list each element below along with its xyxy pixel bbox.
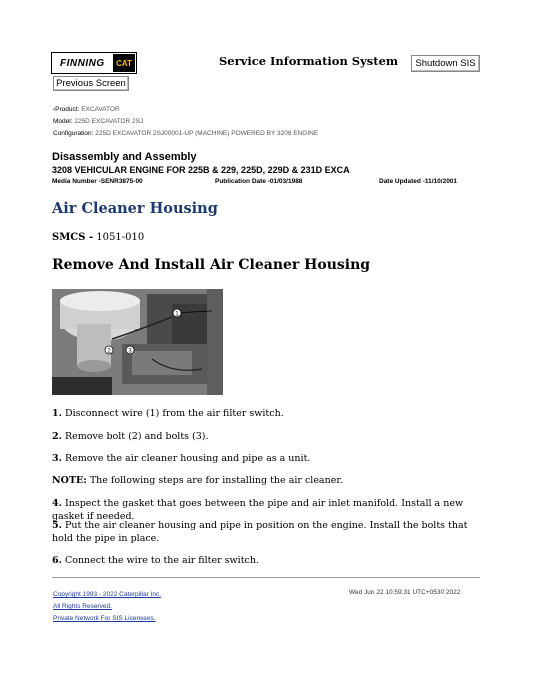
smcs-code [52,232,144,243]
model-label: Model: [53,118,73,125]
step-text: Remove bolt (2) and bolts (3). [64,431,209,442]
step-3 [52,452,482,465]
product-meta [53,104,318,140]
callout-2: 2 [107,348,111,355]
step-text: Put the air cleaner housing and pipe in position on the engine. Install the bolts that hold the pipe in place. [52,520,468,544]
procedure-title: Remove And Install Air Cleaner Housing [52,257,371,273]
step-text: Inspect the gasket that goes between the pipe and air inlet manifold. Install a new gasket if needed. [52,498,464,522]
step-text: Remove the air cleaner housing and pipe as a unit. [64,453,311,464]
publication-date: Publication Date -01/03/1988 [215,178,303,185]
model-row [53,116,318,128]
step-6 [52,554,482,567]
media-number: Media Number -SENR3875-00 [52,178,143,185]
step-number: 5. [52,520,62,531]
model-value: 225D EXCAVATOR 2SJ [74,118,144,125]
note-label: NOTE: [52,475,87,486]
step-number: 4. [52,498,62,509]
network-link[interactable]: Private Network For SIS Licensees. [53,615,156,622]
product-row [53,104,318,116]
step-number: 2. [52,431,62,442]
footer-divider [52,577,480,578]
copyright-link[interactable]: Copyright 1993 - 2022 Caterpillar Inc. [53,591,162,598]
shutdown-sis-button[interactable]: Shutdown SIS [411,55,480,72]
configuration-label: Configuration: [53,130,94,137]
product-value: EXCAVATOR [81,106,120,113]
date-updated: Date Updated -11/10/2001 [379,178,458,185]
step-number: 3. [52,453,62,464]
document-title: Air Cleaner Housing [52,200,218,217]
engine-title: 3208 VEHICULAR ENGINE FOR 225B & 229, 225D, 229D & 231D EXCA [52,165,350,175]
step-1 [52,407,482,420]
step-number: 1. [52,408,62,419]
callout-1: 1 [175,311,179,318]
previous-screen-button[interactable]: Previous Screen [53,76,129,91]
section-heading: Disassembly and Assembly [52,151,197,163]
app-title: Service Information System [219,54,399,68]
product-label: Product: [55,106,80,113]
note-text: The following steps are for installing the air cleaner. [89,475,343,486]
step-text: Disconnect wire (1) from the air filter switch. [64,408,284,419]
rights-link[interactable]: All Rights Reserved. [53,603,112,610]
step-5 [52,519,482,545]
step-text: Connect the wire to the air filter switch. [64,555,259,566]
step-number: 6. [52,555,62,566]
smcs-label: SMCS - [52,232,94,243]
configuration-value: 225D EXCAVATOR 2SJ00001-UP (MACHINE) POWERED BY 3208 ENGINE [95,130,319,137]
air-cleaner-photo [52,289,223,395]
callout-3: 3 [128,348,132,355]
logo-finning-text: FINNING [60,57,105,69]
configuration-row [53,128,318,140]
back-arrow-icon: ‹ [53,106,56,113]
step-2 [52,430,482,443]
finning-cat-logo [51,52,137,74]
footer-timestamp: Wed Jun 22 10:59:31 UTC+0530 2022 [349,589,461,596]
install-note [52,474,482,487]
footer-links [53,589,161,625]
logo-cat-badge: CAT [113,54,135,72]
smcs-value: 1051-010 [96,232,145,243]
